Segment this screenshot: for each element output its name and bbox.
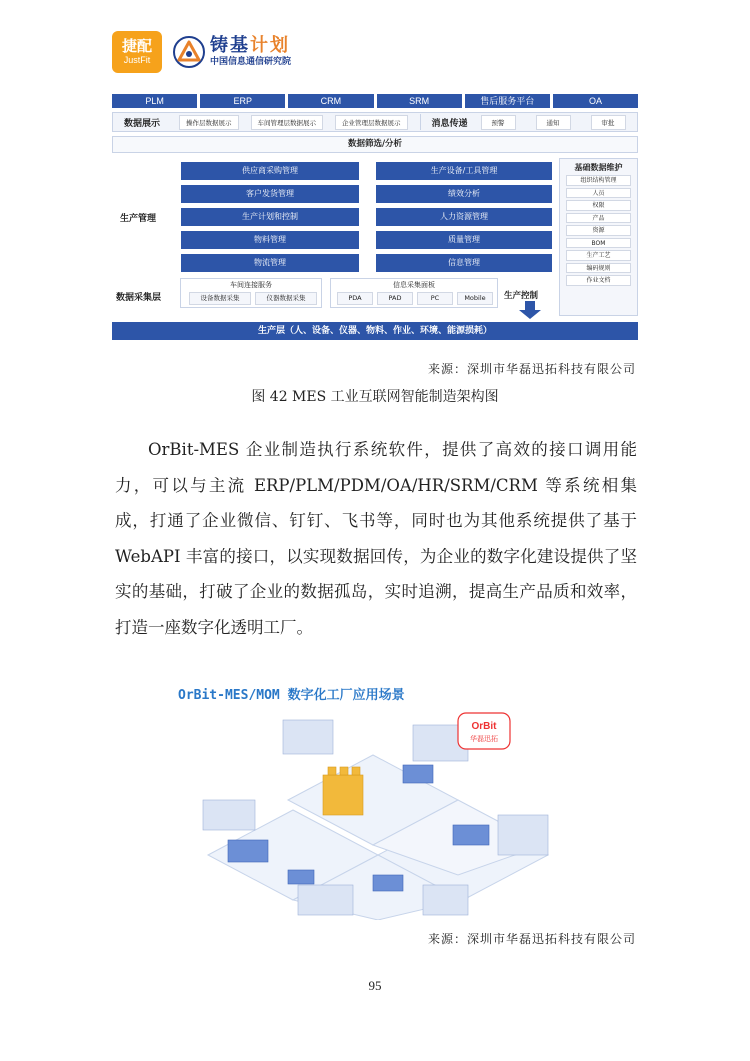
module-box: 供应商采购管理 — [181, 162, 359, 180]
display-row — [112, 112, 638, 132]
page-number: 95 — [368, 978, 382, 993]
system-srm: SRM — [377, 94, 462, 108]
module-box: 生产计划和控制 — [181, 208, 359, 226]
zhuji-subtitle: 中国信息通信研究院 — [210, 57, 292, 67]
module-box: 客户发货管理 — [181, 185, 359, 203]
module-box: 人力资源管理 — [376, 208, 552, 226]
badge-cn: 华磊迅拓 — [470, 735, 498, 743]
system-after-sales: 售后服务平台 — [465, 94, 550, 108]
zhuji-logo — [172, 35, 291, 69]
module-box: 物料管理 — [181, 231, 359, 249]
zhuji-title: 铸基计划 — [210, 35, 290, 56]
badge-en: OrBit — [471, 721, 497, 732]
basic-data-item: 资源 — [566, 225, 631, 236]
message-item: 预警 — [481, 115, 516, 130]
source-note: 来源：深圳市华磊迅拓科技有限公司 — [427, 362, 636, 376]
filter-row: 数据筛选/分析 — [112, 136, 638, 153]
module-box: 物流管理 — [181, 254, 359, 272]
module-box: 生产设备/工具管理 — [376, 162, 552, 180]
display-item: 车间管理层数据展示 — [251, 115, 324, 130]
collect-item: PAD — [377, 292, 413, 305]
basic-data-item: 产品 — [566, 213, 631, 224]
basic-data-item: 生产工艺 — [566, 250, 631, 261]
info-panel-title: 信息采集面板 — [393, 281, 435, 289]
figure-caption: 图 42 MES 工业互联网智能制造架构图 — [251, 389, 499, 405]
module-box: 质量管理 — [376, 231, 552, 249]
justfit-logo-en: JustFit — [123, 55, 151, 65]
justfit-logo-cn: 捷配 — [121, 37, 152, 55]
message-item: 审批 — [591, 115, 626, 130]
display-item: 操作层数据展示 — [179, 115, 239, 130]
zhuji-emblem-icon — [172, 35, 206, 69]
collect-item: PDA — [337, 292, 373, 305]
basic-data-item: 权限 — [566, 200, 631, 211]
header-logos — [112, 30, 291, 74]
collect-item: 仪器数据采集 — [255, 292, 317, 305]
divider — [420, 114, 421, 130]
display-label: 数据展示 — [123, 118, 160, 129]
basic-data-item: 编码规则 — [566, 263, 631, 274]
collect-item: 设备数据采集 — [189, 292, 251, 305]
message-label: 消息传递 — [431, 118, 468, 129]
source-note-2: 来源：深圳市华磊迅拓科技有限公司 — [427, 932, 636, 946]
arrow-down-icon — [518, 301, 542, 319]
illustration-title: OrBit-MES/MOM 数字化工厂应用场景 — [178, 688, 405, 703]
basic-data-item: BOM — [566, 238, 631, 249]
system-oa: OA — [553, 94, 638, 108]
production-control-label: 生产控制 — [504, 291, 539, 301]
basic-data-item: 作业文档 — [566, 275, 631, 286]
workshop-connect-title: 车间连接服务 — [230, 281, 272, 289]
module-box: 绩效分析 — [376, 185, 552, 203]
collection-layer-label: 数据采集层 — [116, 293, 162, 303]
mes-architecture-diagram — [112, 94, 638, 340]
production-layer-bar: 生产层（人、设备、仪器、物料、作业、环境、能源损耗） — [112, 322, 638, 340]
body-paragraph — [115, 432, 637, 646]
basic-data-item: 人员 — [566, 188, 631, 199]
justfit-logo — [112, 31, 162, 73]
basic-data-title: 基础数据维护 — [574, 163, 623, 172]
production-mgmt-label: 生产管理 — [120, 214, 157, 224]
display-item: 企业管理层数据展示 — [335, 115, 408, 130]
message-item: 通知 — [536, 115, 571, 130]
system-crm: CRM — [288, 94, 373, 108]
body-text: OrBit-MES 企业制造执行系统软件，提供了高效的接口调用能力，可以与主流 ERP/PLM/PDM/OA/HR/SRM/CRM 等系统相集成，打通了企业微信、钉钉、飞书等，同时也为其他系统提供了基于 WebAPI 丰富的接口，以实现数据回传，为企业的数字化建设提供了坚实的基础，打破了企业的数据孤岛，实时追溯，提高生产品质和效率，打造一座数字化透明工厂。 — [115, 440, 637, 637]
basic-data-panel — [559, 158, 638, 316]
info-panel-box — [330, 278, 498, 308]
digital-factory-illustration — [198, 705, 568, 920]
collect-item: PC — [417, 292, 453, 305]
system-erp: ERP — [200, 94, 285, 108]
basic-data-item: 组织结构管理 — [566, 175, 631, 186]
system-plm: PLM — [112, 94, 197, 108]
workshop-connect-box — [180, 278, 322, 308]
module-box: 信息管理 — [376, 254, 552, 272]
systems-row — [112, 94, 638, 108]
collect-item: Mobile — [457, 292, 493, 305]
